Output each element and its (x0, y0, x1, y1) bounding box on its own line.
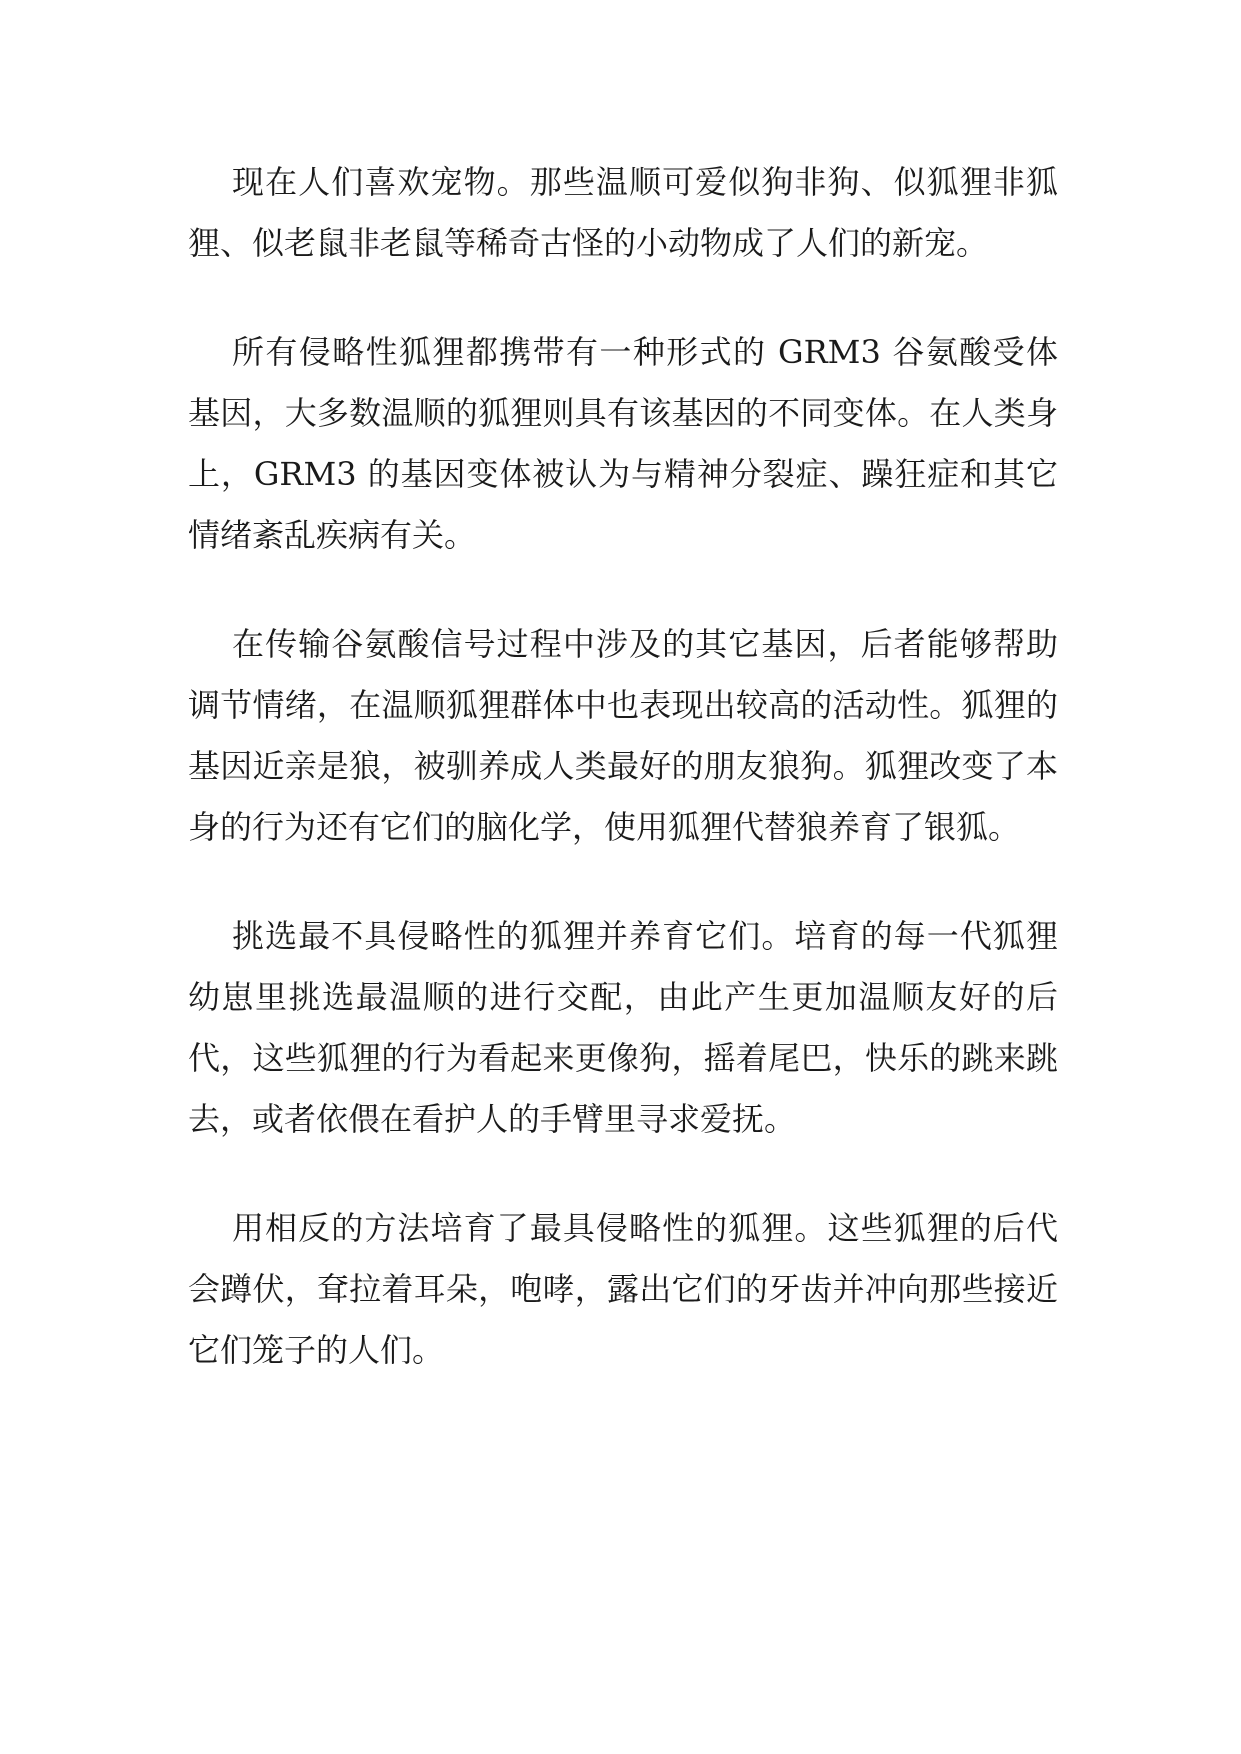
paragraph-5: 用相反的方法培育了最具侵略性的狐狸。这些狐狸的后代会蹲伏，耷拉着耳朵，咆哮，露出它们的牙齿并冲向那些接近它们笼子的人们。 (188, 1209, 1058, 1369)
document-body (188, 152, 1058, 1429)
paragraph-3: 在传输谷氨酸信号过程中涉及的其它基因，后者能够帮助调节情绪，在温顺狐狸群体中也表现出较高的活动性。狐狸的基因近亲是狼，被驯养成人类最好的朋友狼狗。狐狸改变了本身的行为还有它们的脑化学，使用狐狸代替狼养育了银狐。 (188, 625, 1058, 846)
paragraph-1: 现在人们喜欢宠物。那些温顺可爱似狗非狗、似狐狸非狐狸、似老鼠非老鼠等稀奇古怪的小动物成了人们的新宠。 (188, 163, 1058, 262)
paragraph-2: 所有侵略性狐狸都携带有一种形式的 GRM3 谷氨酸受体基因，大多数温顺的狐狸则具有该基因的不同变体。在人类身上，GRM3 的基因变体被认为与精神分裂症、躁狂症和其它情绪紊乱疾病有关。 (188, 333, 1058, 554)
paragraph-4: 挑选最不具侵略性的狐狸并养育它们。培育的每一代狐狸幼崽里挑选最温顺的进行交配，由此产生更加温顺友好的后代，这些狐狸的行为看起来更像狗，摇着尾巴，快乐的跳来跳去，或者依偎在看护人的手臂里寻求爱抚。 (188, 917, 1058, 1138)
